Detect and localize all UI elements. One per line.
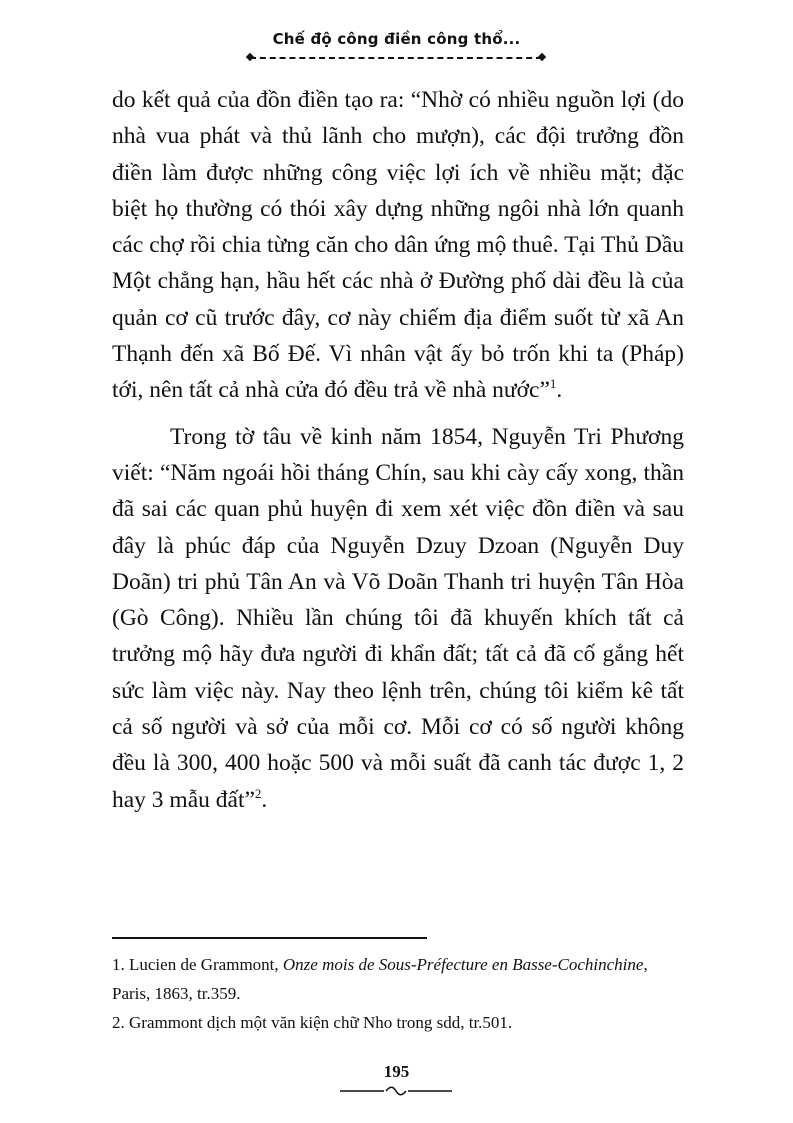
footnotes: [112, 950, 684, 1037]
header-dashed-rule: [250, 57, 542, 59]
footnote-ref: 2: [254, 785, 262, 801]
page-number: 195: [383, 1062, 410, 1081]
paragraph: [112, 82, 684, 409]
running-head: Chế độ công điền công thổ...: [272, 30, 521, 48]
footnote-title: Onze mois de Sous-Préfecture en Basse-Cochinchine: [282, 955, 644, 974]
page-number-ornament: [340, 1086, 452, 1096]
rule-end-ornament: [246, 53, 254, 61]
paragraph: [112, 419, 684, 818]
rule-end-ornament: [538, 53, 546, 61]
footnote-2: 2. Grammont dịch một văn kiện chữ Nho trong sdd, tr.501.: [112, 1013, 513, 1032]
body-text: [112, 82, 684, 818]
footnote-text: 1. Lucien de Grammont,: [112, 955, 283, 974]
paragraph-end: .: [261, 786, 268, 813]
paragraph-text: do kết quả của đồn điền tạo ra: “Nhờ có nhiều nguồn lợi (do nhà vua phát và thủ lãnh cho mượn), các đội trưởng đồn điền làm được những công việc lợi ích về nhiều mặt; đặc biệt họ thường có thói xây dựng những ngôi nhà lớn quanh các chợ rồi chia từng căn cho dân ứng mộ thuê. Tại Thủ Dầu Một chẳng hạn, hầu hết các nhà ở Đường phố dài đều là của quản cơ cũ trước đây, cơ này chiếm địa điểm suốt từ xã An Thạnh đến xã Bố Đế. Vì nhân vật ấy bỏ trốn khi ta (Pháp) tới, nên tất cả nhà cửa đó đều trả về nhà nước”: [112, 87, 684, 404]
footnote-ref: 1: [549, 376, 557, 392]
footnote-text: , Paris, 1863, tr.359.: [112, 955, 648, 1003]
paragraph-end: .: [556, 377, 563, 404]
footnote-rule: [112, 937, 427, 939]
paragraph-text: Trong tờ tâu về kinh năm 1854, Nguyễn Tri Phương viết: “Năm ngoái hồi tháng Chín, sau khi cày cấy xong, thần đã sai các quan phủ huyện đi xem xét việc đồn điền và sau đây là phúc đáp của Nguyễn Dzuy Dzoan (Nguyễn Duy Doãn) tri phủ Tân An và Võ Doãn Thanh tri huyện Tân Hòa (Gò Công). Nhiều lần chúng tôi đã khuyến khích tất cả trưởng mộ hãy đưa người đi khẩn đất; tất cả đã cố gắng hết sức làm việc này. Nay theo lệnh trên, chúng tôi kiểm kê tất cả số người và sở của mỗi cơ. Mỗi cơ có số người không đều là 300, 400 hoặc 500 và mỗi suất đã canh tác được 1, 2 hay 3 mẫu đất”: [112, 423, 684, 813]
footnote-1: [112, 950, 684, 1008]
